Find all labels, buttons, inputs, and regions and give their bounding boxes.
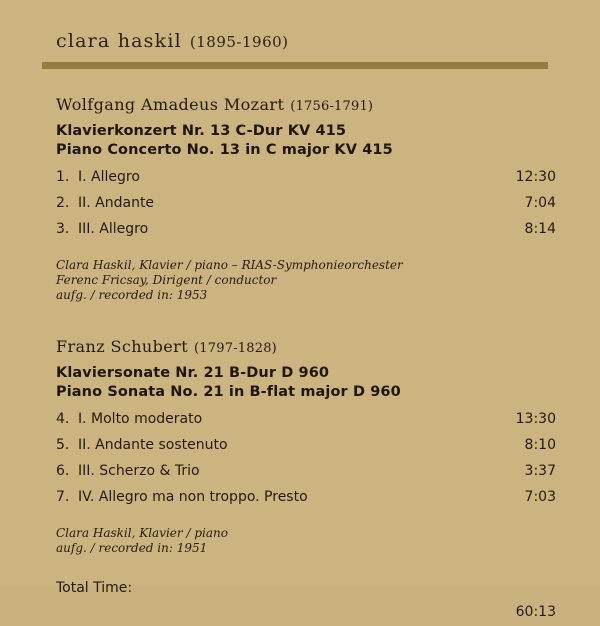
work-title-german: Klaviersonate Nr. 21 B-Dur D 960 <box>56 365 330 381</box>
track-list <box>56 169 560 247</box>
work-title-english: Piano Concerto No. 13 in C major KV 415 <box>56 142 393 158</box>
track-title: II. Andante sostenuto <box>78 437 228 453</box>
credit-line: Ferenc Fricsay, Dirigent / conductor <box>56 273 277 287</box>
track-title: III. Allegro <box>78 221 149 237</box>
work-section-mozart <box>56 95 560 303</box>
track-duration: 12:30 <box>515 169 556 185</box>
track-row <box>56 489 560 515</box>
track-row <box>56 169 560 195</box>
composer-label: Wolfgang Amadeus Mozart <box>56 95 285 114</box>
content-area <box>42 30 560 620</box>
credit-line: Clara Haskil, Klavier / piano – RIAS-Symphonieorchester <box>56 258 403 272</box>
track-list <box>56 411 560 515</box>
performer-credits <box>56 258 560 303</box>
credit-line: aufg. / recorded in: 1953 <box>56 288 208 302</box>
credit-line: Clara Haskil, Klavier / piano <box>56 526 228 540</box>
composer-label: Franz Schubert <box>56 337 189 356</box>
header-divider <box>42 62 548 69</box>
work-section-schubert <box>56 337 560 556</box>
track-row <box>56 411 560 437</box>
performer-credits <box>56 526 560 556</box>
composer-dates: (1797-1828) <box>194 341 277 356</box>
track-number: 6. <box>56 463 70 479</box>
track-number: 3. <box>56 221 70 237</box>
track-row <box>56 221 560 247</box>
track-number: 4. <box>56 411 70 427</box>
work-title-english: Piano Sonata No. 21 in B-flat major D 960 <box>56 384 401 400</box>
track-title: III. Scherzo & Trio <box>78 463 200 479</box>
total-time-label: Total Time: <box>56 580 133 596</box>
artist-name: clara haskil <box>56 30 182 52</box>
track-row <box>56 463 560 489</box>
composer-dates: (1756-1791) <box>290 99 374 114</box>
track-title: II. Andante <box>78 195 155 211</box>
total-time-row <box>56 580 560 626</box>
total-time-value: 60:13 <box>515 604 556 620</box>
track-duration: 13:30 <box>515 411 556 427</box>
page-title <box>56 30 560 52</box>
credit-line: aufg. / recorded in: 1951 <box>56 541 208 555</box>
track-duration: 3:37 <box>524 463 556 479</box>
composer-name <box>56 337 560 356</box>
track-title: I. Allegro <box>78 169 140 185</box>
track-duration: 7:04 <box>524 195 556 211</box>
track-number: 7. <box>56 489 70 505</box>
work-title-german: Klavierkonzert Nr. 13 C-Dur KV 415 <box>56 123 347 139</box>
track-number: 5. <box>56 437 70 453</box>
composer-name <box>56 95 560 114</box>
track-duration: 8:10 <box>524 437 556 453</box>
artist-life-years: (1895-1960) <box>189 33 289 51</box>
track-row <box>56 195 560 221</box>
track-row <box>56 437 560 463</box>
track-title: I. Molto moderato <box>78 411 203 427</box>
track-number: 1. <box>56 169 70 185</box>
track-duration: 7:03 <box>524 489 556 505</box>
track-number: 2. <box>56 195 70 211</box>
track-title: IV. Allegro ma non troppo. Presto <box>78 489 308 505</box>
track-duration: 8:14 <box>524 221 556 237</box>
